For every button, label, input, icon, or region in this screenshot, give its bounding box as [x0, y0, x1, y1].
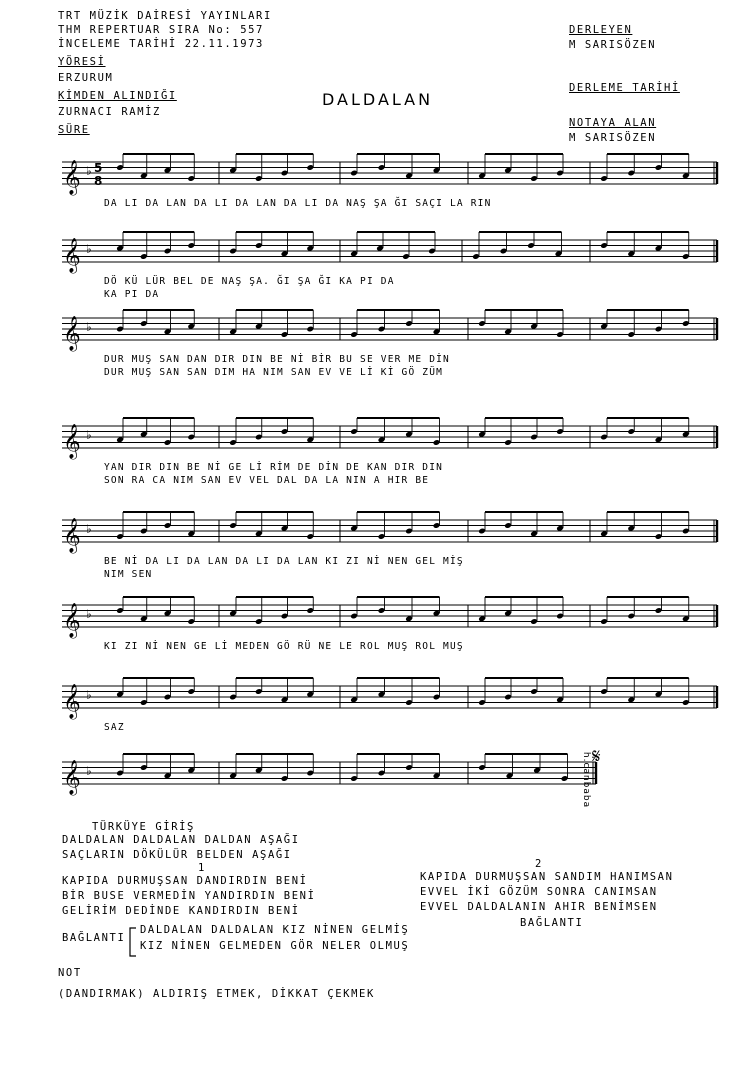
- treble-clef-icon: 𝄞: [63, 684, 81, 719]
- treble-clef-icon: 𝄞: [63, 316, 81, 351]
- song-title: DALDALAN: [322, 90, 434, 109]
- verse-2-line-3: EVVEL DALDALANIN AHIR BENİMSEN: [420, 901, 658, 913]
- yoresi-value: ERZURUM: [58, 72, 114, 84]
- flat-key-signature-icon: ♭: [86, 164, 92, 178]
- stamp-text: h.canbaba: [581, 751, 592, 809]
- header-line-1: TRT MÜZİK DAİRESİ YAYINLARI: [58, 10, 272, 22]
- staff-lyric-line: YAN DIR DIN BE Nİ GE Lİ RİM DE DİN DE KAN DIR DIN: [104, 462, 444, 473]
- note-label: NOT: [58, 967, 82, 979]
- svg-text:𝄋: 𝄋: [592, 745, 601, 768]
- verse-2-line-2: EVVEL İKİ GÖZÜM SONRA CANIMSAN: [420, 886, 658, 898]
- staff-lyric-line: SON RA CA NIM SAN EV VEL DAL DA LA NIN A HIR BE: [104, 475, 430, 486]
- staff-lyric-line: DA LI DA LAN DA LI DA LAN DA LI DA NAŞ ŞA ĞI SAÇI LA RIN: [104, 198, 492, 209]
- staff-7: [0, 666, 750, 736]
- derleme-tarihi-label: DERLEME TARİHİ: [569, 82, 680, 94]
- staff-lyric-line: DÖ KÜ LÜR BEL DE NAŞ ŞA. ĞI ŞA ĞI KA PI DA: [104, 276, 395, 287]
- flat-key-signature-icon: ♭: [86, 320, 92, 334]
- treble-clef-icon: 𝄞: [63, 760, 81, 795]
- time-signature-top: 5: [94, 161, 103, 175]
- staff-2: [0, 220, 750, 300]
- verse-2-line-1: KAPIDA DURMUŞSAN SANDIM HANIMSAN: [420, 871, 674, 883]
- verse-1-line-2: BİR BUSE VERMEDİN YANDIRDIN BENİ: [62, 890, 316, 902]
- header-line-2: THM REPERTUAR SIRA No: 557: [58, 24, 264, 36]
- notaya-alan-value: M SARISÖZEN: [569, 132, 657, 144]
- baglanti-label: BAĞLANTI: [62, 932, 126, 944]
- giris-line-2: SAÇLARIN DÖKÜLÜR BELDEN AŞAĞI: [62, 849, 292, 861]
- staff-4: [0, 406, 750, 486]
- flat-key-signature-icon: ♭: [86, 242, 92, 256]
- treble-clef-icon: 𝄞: [63, 518, 81, 553]
- kimden-label: KİMDEN ALINDIĞI: [58, 90, 177, 102]
- baglanti-line-1: DALDALAN DALDALAN KIZ NİNEN GELMİŞ: [140, 924, 410, 936]
- staff-6: [0, 585, 750, 655]
- staff-3: [0, 298, 750, 378]
- staff-lyric-line: KI ZI Nİ NEN GE Lİ MEDEN GÖ RÜ NE LE ROL MUŞ ROL MUŞ: [104, 641, 464, 652]
- flat-key-signature-icon: ♭: [86, 607, 92, 621]
- flat-key-signature-icon: ♭: [86, 522, 92, 536]
- verse-1-line-1: KAPIDA DURMUŞSAN DANDIRDIN BENİ: [62, 875, 308, 887]
- derleyen-label: DERLEYEN: [569, 24, 633, 36]
- baglanti-line-2: KIZ NİNEN GELMEDEN GÖR NELER OLMUŞ: [140, 940, 410, 952]
- staff-lyric-line: KA PI DA: [104, 289, 160, 300]
- sure-label: SÜRE: [58, 124, 90, 136]
- verse-1-line-3: GELİRİM DEDİNDE KANDIRDIN BENİ: [62, 905, 300, 917]
- staff-lyric-line: SAZ: [104, 722, 125, 733]
- giris-line-1: DALDALAN DALDALAN DALDAN AŞAĞI: [62, 834, 300, 846]
- baglanti-label-2: BAĞLANTI: [520, 917, 584, 929]
- turkuye-giris-label: TÜRKÜYE GİRİŞ: [92, 821, 195, 833]
- staff-8: [0, 742, 750, 812]
- note-text: (DANDIRMAK) ALDIRIŞ ETMEK, DİKKAT ÇEKMEK: [58, 988, 375, 1000]
- flat-key-signature-icon: ♭: [86, 428, 92, 442]
- baglanti-bracket: [126, 926, 140, 958]
- kimden-value: ZURNACI RAMİZ: [58, 106, 161, 118]
- verse-2-number: 2: [535, 858, 543, 870]
- notaya-alan-label: NOTAYA ALAN: [569, 117, 657, 129]
- yoresi-label: YÖRESİ: [58, 56, 106, 68]
- staff-lyric-line: NIM SEN: [104, 569, 153, 580]
- flat-key-signature-icon: ♭: [86, 688, 92, 702]
- header-line-3: İNCELEME TARİHİ 22.11.1973: [58, 38, 264, 50]
- staff-lyric-line: DUR MUŞ SAN DAN DIR DIN BE Nİ BİR BU SE VER ME DİN: [104, 354, 450, 365]
- staff-lyric-line: BE Nİ DA LI DA LAN DA LI DA LAN KI ZI Nİ NEN GEL MİŞ: [104, 556, 464, 567]
- verse-1-number: 1: [198, 862, 206, 874]
- staff-1: [0, 142, 750, 212]
- treble-clef-icon: 𝄞: [63, 160, 81, 195]
- treble-clef-icon: 𝄞: [63, 603, 81, 638]
- staff-5: [0, 500, 750, 580]
- flat-key-signature-icon: ♭: [86, 764, 92, 778]
- treble-clef-icon: 𝄞: [63, 238, 81, 273]
- signature-stamp: [581, 745, 614, 825]
- derleyen-value: M SARISÖZEN: [569, 39, 657, 51]
- time-signature-bottom: 8: [94, 174, 103, 188]
- treble-clef-icon: 𝄞: [63, 424, 81, 459]
- staff-lyric-line: DUR MUŞ SAN SAN DIM HA NIM SAN EV VE Lİ Kİ GÖ ZÜM: [104, 367, 444, 378]
